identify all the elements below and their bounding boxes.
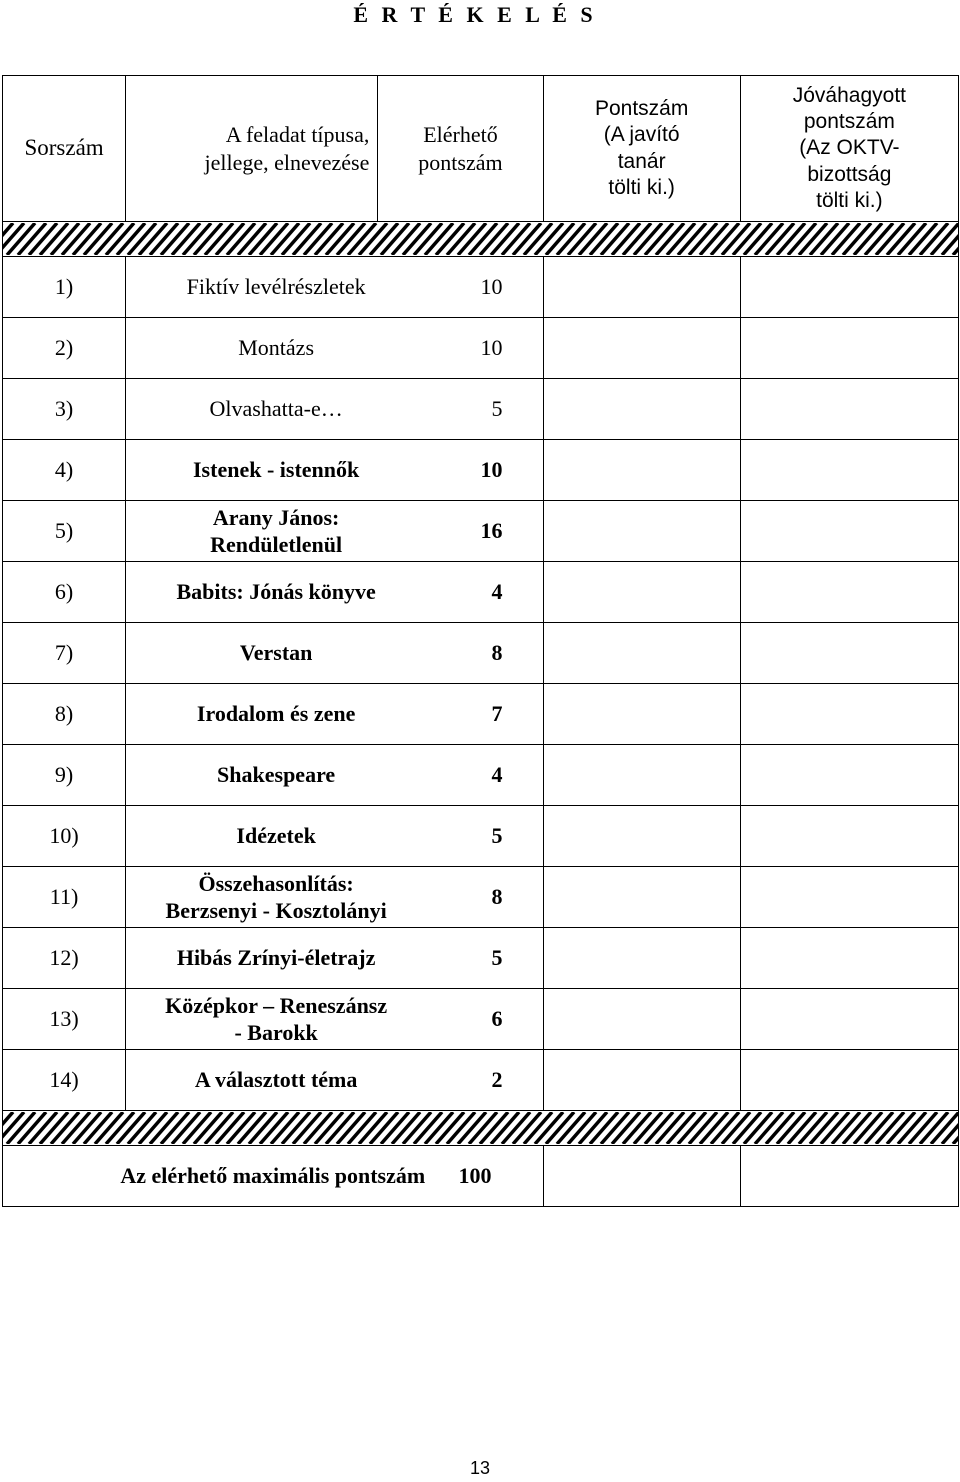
teacher-score-cell[interactable] — [543, 928, 740, 989]
committee-score-cell[interactable] — [740, 562, 958, 623]
table-row — [3, 318, 959, 379]
evaluation-table — [2, 75, 959, 1207]
task-cell — [126, 745, 543, 806]
table-row — [3, 989, 959, 1050]
teacher-score-cell[interactable] — [543, 318, 740, 379]
task-points: 10 — [480, 335, 503, 361]
teacher-score-cell[interactable] — [543, 379, 740, 440]
task-points: 16 — [480, 518, 503, 544]
row-number: 10) — [3, 806, 126, 867]
task-points: 10 — [480, 274, 503, 300]
task-cell — [126, 989, 543, 1050]
task-points: 10 — [480, 457, 503, 483]
teacher-score-cell[interactable] — [543, 1050, 740, 1111]
teacher-score-cell[interactable] — [543, 989, 740, 1050]
task-name-line1: Összehasonlítás: — [198, 870, 354, 896]
task-cell — [126, 501, 543, 562]
row-number: 14) — [3, 1050, 126, 1111]
teacher-score-cell[interactable] — [543, 257, 740, 318]
header-jovahagyott-line3: (Az OKTV- — [799, 136, 900, 160]
task-name — [126, 456, 426, 484]
task-name-line1: Idézetek — [236, 823, 316, 849]
task-name-line1: Hibás Zrínyi-életrajz — [176, 945, 376, 971]
task-content — [126, 334, 542, 362]
task-points: 7 — [491, 701, 503, 727]
header-jovahagyott-line5: tölti ki.) — [816, 188, 883, 212]
header-row — [3, 76, 959, 222]
table-row — [3, 684, 959, 745]
task-content — [126, 456, 542, 484]
committee-score-cell[interactable] — [740, 928, 958, 989]
hatched-divider-top — [3, 222, 959, 257]
task-name-line1: Arany János: — [212, 504, 340, 530]
header-pontszam-line3: tanár — [617, 149, 666, 173]
teacher-score-cell[interactable] — [543, 501, 740, 562]
total-label: Az elérhető maximális pontszám — [120, 1163, 426, 1189]
header-elerheto-line1: Elérhető — [423, 122, 498, 147]
task-cell — [126, 318, 543, 379]
task-content — [126, 273, 542, 301]
hatch-pattern — [3, 1112, 958, 1144]
task-name — [126, 395, 426, 423]
task-name-line1: Irodalom és zene — [196, 701, 356, 727]
table-row — [3, 440, 959, 501]
task-points: 4 — [491, 762, 503, 788]
task-name — [126, 761, 426, 789]
task-name — [126, 1066, 426, 1094]
row-number: 13) — [3, 989, 126, 1050]
task-cell — [126, 928, 543, 989]
header-elerheto — [378, 76, 543, 222]
row-number: 12) — [3, 928, 126, 989]
table-row — [3, 928, 959, 989]
task-content — [126, 578, 542, 606]
teacher-score-cell[interactable] — [543, 806, 740, 867]
task-name-line1: Fiktív levélrészletek — [186, 274, 366, 300]
committee-score-cell[interactable] — [740, 684, 958, 745]
task-points: 2 — [491, 1067, 503, 1093]
task-points: 5 — [491, 396, 503, 422]
total-points: 100 — [458, 1163, 492, 1189]
task-name — [126, 700, 426, 728]
task-name — [126, 992, 426, 1047]
table-row — [3, 501, 959, 562]
header-elerheto-line2: pontszám — [418, 149, 503, 175]
header-jovahagyott-line4: bizottság — [807, 162, 892, 186]
header-jovahagyott-line1: Jóváhagyott — [792, 83, 906, 107]
task-points: 8 — [491, 640, 503, 666]
hatch-lines — [3, 223, 958, 255]
task-cell — [126, 257, 543, 318]
hatched-divider-bottom — [3, 1111, 959, 1146]
row-number: 4) — [3, 440, 126, 501]
task-name-line1: Shakespeare — [217, 762, 336, 788]
committee-score-cell[interactable] — [740, 623, 958, 684]
total-empty-cell — [740, 1146, 958, 1207]
teacher-score-cell[interactable] — [543, 562, 740, 623]
table-row — [3, 623, 959, 684]
task-name — [126, 578, 426, 606]
teacher-score-cell[interactable] — [543, 684, 740, 745]
task-cell — [126, 562, 543, 623]
header-pontszam — [543, 76, 740, 222]
task-name — [126, 822, 426, 850]
committee-score-cell[interactable] — [740, 257, 958, 318]
header-sorszam: Sorszám — [3, 76, 126, 222]
task-content — [126, 1066, 542, 1094]
task-name — [126, 334, 426, 362]
table-row — [3, 257, 959, 318]
table-row — [3, 1050, 959, 1111]
task-name — [126, 504, 426, 559]
row-number: 9) — [3, 745, 126, 806]
hatched-bar — [3, 1111, 959, 1146]
teacher-score-cell[interactable] — [543, 867, 740, 928]
committee-score-cell[interactable] — [740, 440, 958, 501]
row-number: 5) — [3, 501, 126, 562]
task-points: 5 — [491, 945, 503, 971]
task-content — [126, 700, 542, 728]
task-name — [126, 639, 426, 667]
task-content — [126, 639, 542, 667]
task-content — [126, 822, 542, 850]
header-feladat-line1: A feladat típusa, — [225, 122, 370, 147]
committee-score-cell[interactable] — [740, 379, 958, 440]
row-number: 3) — [3, 379, 126, 440]
committee-score-cell[interactable] — [740, 989, 958, 1050]
committee-score-cell[interactable] — [740, 318, 958, 379]
committee-score-cell[interactable] — [740, 867, 958, 928]
task-cell — [126, 440, 543, 501]
total-row — [3, 1146, 959, 1207]
task-name-line1: Olvashatta-e… — [209, 396, 343, 422]
task-name-line2: Berzsenyi - Kosztolányi — [165, 898, 387, 923]
committee-score-cell[interactable] — [740, 745, 958, 806]
task-content — [126, 944, 542, 972]
task-points: 8 — [491, 884, 503, 910]
task-cell — [126, 379, 543, 440]
task-rows — [3, 257, 959, 1111]
task-name-line1: Verstan — [239, 640, 313, 666]
teacher-score-cell[interactable] — [543, 440, 740, 501]
task-points: 5 — [491, 823, 503, 849]
table-row — [3, 806, 959, 867]
header-feladat-line2: jellege, elnevezése — [204, 149, 370, 175]
task-name-line2: - Barokk — [234, 1020, 318, 1045]
row-number: 7) — [3, 623, 126, 684]
teacher-score-cell[interactable] — [543, 623, 740, 684]
hatch-lines — [3, 1112, 958, 1144]
committee-score-cell[interactable] — [740, 1050, 958, 1111]
task-cell — [126, 623, 543, 684]
table-row — [3, 745, 959, 806]
task-cell — [126, 867, 543, 928]
page-number: 13 — [469, 1458, 491, 1478]
row-number: 8) — [3, 684, 126, 745]
row-number: 6) — [3, 562, 126, 623]
task-points: 6 — [491, 1006, 503, 1032]
task-name — [126, 944, 426, 972]
page-title: É R T É K E L É S — [353, 2, 597, 27]
row-number: 11) — [3, 867, 126, 928]
header-feladat — [126, 76, 378, 222]
task-name-line1: Babits: Jónás könyve — [176, 579, 376, 605]
task-points: 4 — [491, 579, 503, 605]
committee-score-cell[interactable] — [740, 501, 958, 562]
hatch-pattern — [3, 223, 958, 255]
task-name-line1: Istenek - istennők — [193, 457, 360, 483]
task-content — [126, 395, 542, 423]
header-pontszam-line1: Pontszám — [594, 97, 689, 120]
task-content — [126, 504, 542, 559]
committee-score-cell[interactable] — [740, 806, 958, 867]
table-row — [3, 867, 959, 928]
task-cell — [126, 1050, 543, 1111]
row-number: 1) — [3, 257, 126, 318]
total-points-cell — [458, 1146, 740, 1207]
task-cell — [126, 806, 543, 867]
task-name — [126, 273, 426, 301]
teacher-score-cell[interactable] — [543, 745, 740, 806]
row-number: 2) — [3, 318, 126, 379]
task-name-line1: Középkor – Reneszánsz — [165, 992, 388, 1018]
table-row — [3, 379, 959, 440]
task-content — [126, 992, 542, 1047]
task-content — [126, 761, 542, 789]
task-name-line2: Rendületlenül — [210, 532, 343, 557]
task-name-line1: Montázs — [238, 335, 314, 361]
table-row — [3, 562, 959, 623]
task-name-line1: A választott téma — [194, 1067, 358, 1093]
hatched-bar — [3, 222, 959, 257]
task-name — [126, 870, 426, 925]
task-cell — [126, 684, 543, 745]
task-content — [126, 870, 542, 925]
header-pontszam-line4: tölti ki.) — [608, 175, 675, 199]
header-jovahagyott-line2: pontszám — [803, 110, 895, 134]
header-jovahagyott — [740, 76, 958, 222]
header-pontszam-line2: (A javító — [603, 123, 680, 147]
